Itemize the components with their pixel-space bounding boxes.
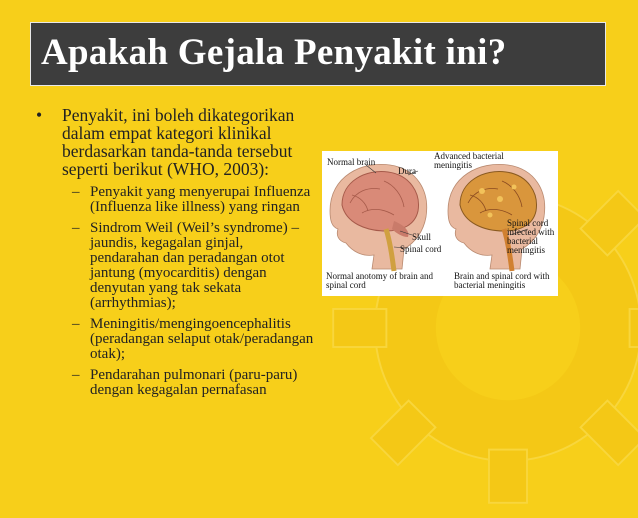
caption-normal: Normal anotomy of brain and spinal cord	[326, 271, 433, 290]
meningitis-illustration	[322, 151, 558, 296]
sub-item	[72, 317, 316, 362]
sub-item-symbol: –	[72, 184, 80, 200]
sub-item-text: Meningitis/mengingoencephalitis (peradangan selaput otak/peradangan otak);	[90, 316, 314, 362]
label-skull: Skull	[412, 232, 432, 242]
label-infected-spinal-cord: Spinal cord infected with bacterial meningitis	[507, 218, 555, 255]
sub-item-text: Penyakit yang menyerupai Influenza (Influenza like illness) yang ringan	[90, 184, 311, 215]
label-advanced-meningitis: Advanced bacterial meningitis	[434, 151, 504, 170]
sub-item-symbol: –	[72, 316, 80, 332]
slide-content	[36, 106, 316, 398]
sub-item	[72, 221, 316, 311]
sub-item	[72, 368, 316, 398]
label-normal-brain: Normal brain	[327, 157, 376, 167]
label-spinal-cord: Spinal cord	[400, 244, 442, 254]
main-bullet-text: Penyakit, ini boleh dikategorikan dalam empat kategori klinikal berdasarkan tanda-tanda tersebut seperti berikut (WHO, 2003):	[62, 105, 295, 179]
sub-item	[72, 185, 316, 215]
slide-title: Apakah Gejala Penyakit ini?	[41, 32, 507, 73]
bullet-symbol: •	[36, 105, 43, 125]
label-dura: Dura	[398, 166, 416, 176]
sub-item-text: Pendarahan pulmonari (paru-paru) dengan kegagalan pernafasan	[90, 367, 298, 398]
sub-item-symbol: –	[72, 220, 80, 236]
caption-infected: Brain and spinal cord with bacterial meningitis	[454, 271, 550, 290]
sub-item-symbol: –	[72, 367, 80, 383]
main-bullet	[36, 106, 316, 178]
sub-item-text: Sindrom Weil (Weil’s syndrome) – jaundis, kegagalan ginjal, pendarahan dan peradangan otot jantung (myocarditis) dengan denyutan yang tak sekata (arrhythmias);	[90, 220, 299, 311]
title-bar	[30, 22, 606, 86]
